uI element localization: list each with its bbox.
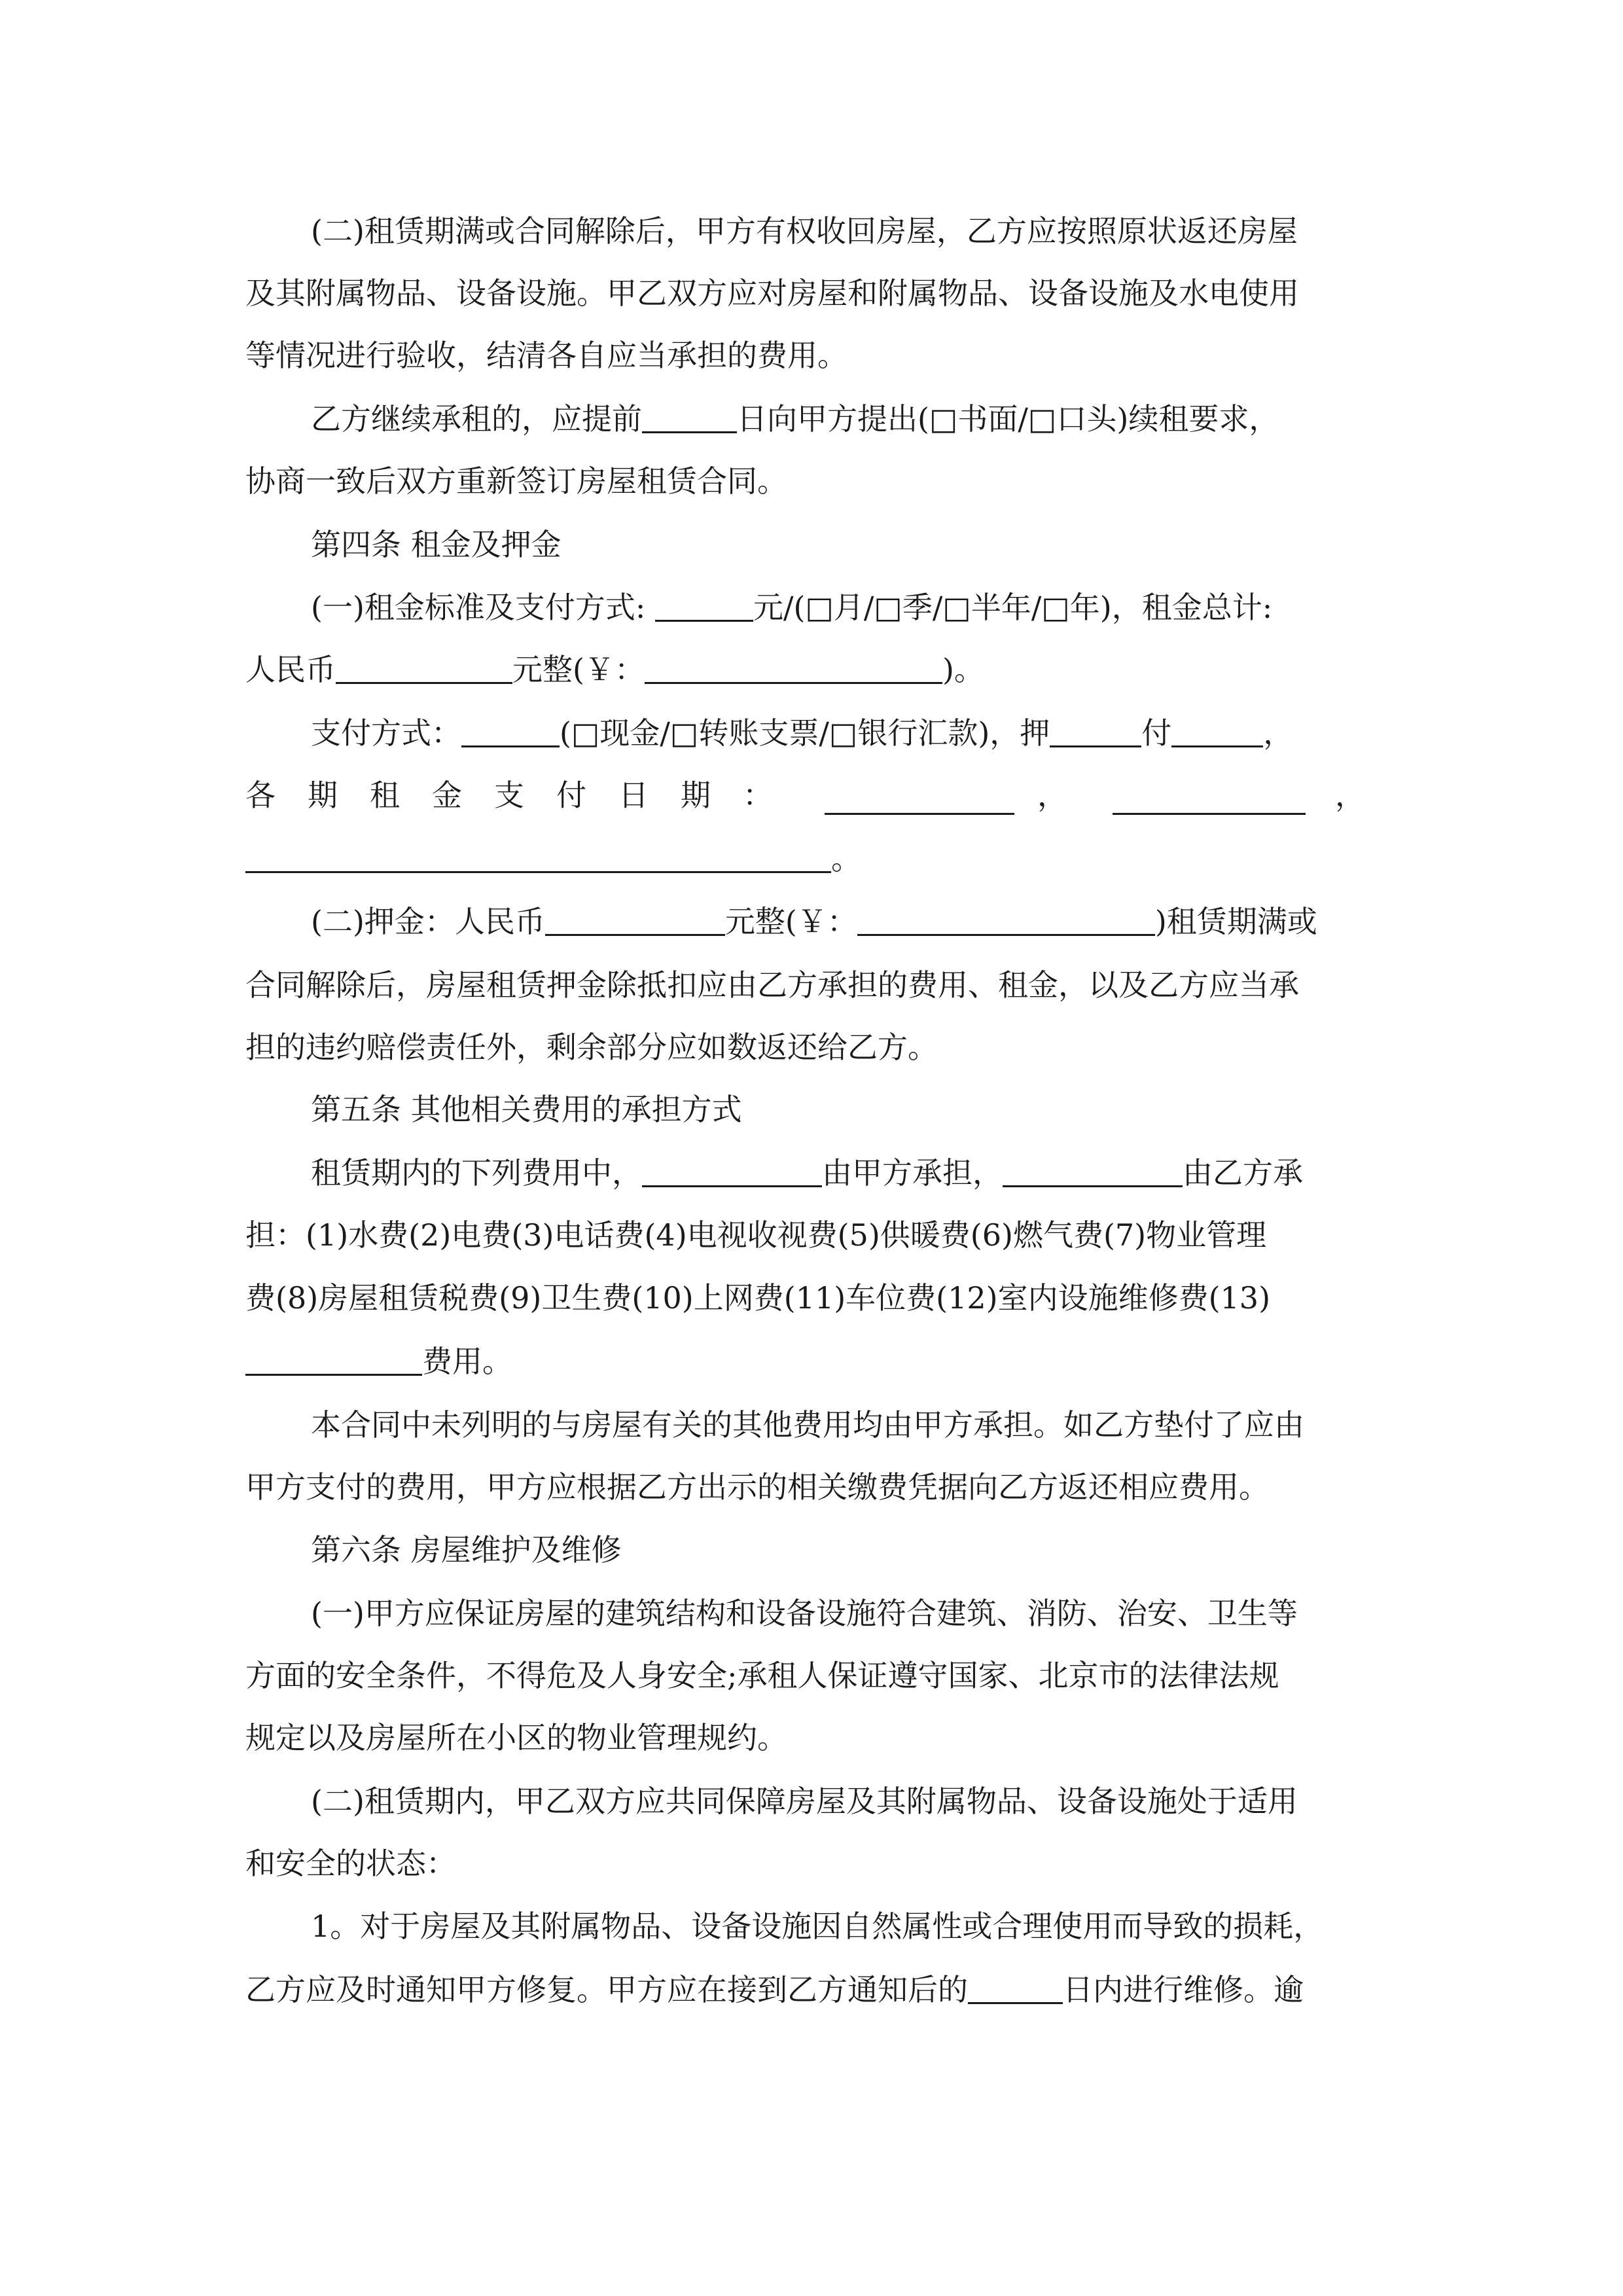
pay-months-blank[interactable] — [1171, 715, 1263, 747]
deposit-line-3: 担的违约赔偿责任外，剩余部分应如数返还给乙方。 — [245, 1030, 938, 1065]
payment-date-blank-3[interactable] — [245, 841, 831, 873]
maintenance-1-line-3: 规定以及房屋所在小区的物业管理规约。 — [245, 1720, 787, 1755]
maintenance-2-line-1: (二)租赁期内，甲乙双方应共同保障房屋及其附属物品、设备设施处于适用 — [311, 1784, 1298, 1819]
fees-text-a: 租赁期内的下列费用中， — [311, 1155, 642, 1191]
payment-method-label: 支付方式： — [311, 715, 461, 751]
date-char: 支 — [494, 778, 524, 813]
date-char: 期 — [681, 778, 711, 813]
fees-line-3: 费(8)房屋租赁税费(9)卫生费(10)上网费(11)车位费(12)室内设施维修费(13) — [245, 1280, 1271, 1316]
rent-total-figure-blank[interactable] — [645, 652, 942, 684]
date-comma-1: ， — [1037, 778, 1067, 813]
maintenance-2-line-2: 和安全的状态： — [245, 1846, 456, 1881]
pay-label: 付 — [1141, 715, 1172, 751]
date-char: 付 — [556, 778, 586, 813]
fees-line-1 — [311, 1150, 1303, 1196]
deposit-words-blank[interactable] — [545, 904, 725, 936]
rent-period-text: 元/(□月/□季/□半年/□年)，租金总计: — [753, 590, 1273, 625]
article-6-title: 第六条 房屋维护及维修 — [311, 1532, 622, 1568]
payment-date-continued — [245, 836, 861, 882]
deposit-label: (二)押金：人民币 — [311, 904, 545, 939]
return-clause-line-1: (二)租赁期满或合同解除后，甲方有权收回房屋，乙方应按照原状返还房屋 — [311, 213, 1298, 249]
payment-method-line — [311, 710, 1293, 756]
deposit-text-c: )租赁期满或 — [1154, 904, 1317, 939]
other-fees-line-1: 本合同中未列明的与房屋有关的其他费用均由甲方承担。如乙方垫付了应由 — [311, 1407, 1304, 1443]
pay-comma: ， — [1263, 715, 1294, 751]
maintenance-3-line-1: 1。对于房屋及其附属物品、设备设施因自然属性或合理使用而导致的损耗， — [311, 1909, 1324, 1944]
payment-options-text: (□现金/□转账支票/□银行汇款)，押 — [560, 715, 1050, 751]
deposit-line-1 — [311, 899, 1317, 944]
payment-date-blank-1[interactable] — [825, 783, 1014, 815]
maintenance-3-text-b: 日内进行维修。逾 — [1063, 1972, 1304, 2007]
date-char: 日 — [618, 778, 649, 813]
fees-other-blank[interactable] — [245, 1344, 422, 1376]
fees-landlord-blank[interactable] — [642, 1155, 822, 1187]
maintenance-3-line-2 — [245, 1967, 1304, 2013]
date-char: 各 — [245, 778, 276, 813]
article-4-title: 第四条 租金及押金 — [311, 527, 562, 562]
deposit-yuan-text: 元整(￥： — [724, 904, 857, 939]
rent-standard-line — [311, 584, 1272, 630]
deposit-months-blank[interactable] — [1050, 715, 1141, 747]
maintenance-1-line-1: (一)甲方应保证房屋的建筑结构和设备设施符合建筑、消防、治安、卫生等 — [311, 1596, 1298, 1631]
rent-standard-label: (一)租金标准及支付方式: — [311, 590, 646, 625]
date-char: ： — [743, 778, 773, 813]
payment-method-blank[interactable] — [461, 715, 560, 747]
rent-total-close: )。 — [942, 652, 984, 687]
rent-total-line — [245, 647, 984, 692]
maintenance-3-text-a: 乙方应及时通知甲方修复。甲方应在接到乙方通知后的 — [245, 1972, 968, 2007]
maintenance-1-line-2: 方面的安全条件，不得危及人身安全;承租人保证遵守国家、北京市的法律法规 — [245, 1658, 1279, 1693]
fees-text-b: 由甲方承担， — [822, 1155, 1003, 1191]
date-char: 租 — [370, 778, 400, 813]
date-char: 金 — [432, 778, 462, 813]
rent-total-yuan-text: 元整(￥： — [512, 652, 645, 687]
fees-line-2: 担：(1)水费(2)电费(3)电话费(4)电视收视费(5)供暖费(6)燃气费(7)物业管理 — [245, 1217, 1267, 1253]
rent-total-words-blank[interactable] — [336, 652, 512, 684]
deposit-line-2: 合同解除后，房屋租赁押金除抵扣应由乙方承担的费用、租金，以及乙方应当承 — [245, 967, 1299, 1003]
fees-tenant-blank[interactable] — [1003, 1155, 1183, 1187]
date-char: 期 — [308, 778, 338, 813]
fees-line-4 — [245, 1338, 512, 1384]
payment-date-end: 。 — [831, 841, 861, 876]
date-comma-2: ， — [1335, 778, 1365, 813]
renewal-text-b: 日向甲方提出(□书面/□口头)续租要求， — [737, 401, 1279, 437]
renewal-days-blank[interactable] — [642, 401, 737, 433]
rent-amount-blank[interactable] — [655, 590, 753, 622]
fees-text-c: 由乙方承 — [1183, 1155, 1303, 1191]
deposit-figure-blank[interactable] — [857, 904, 1155, 936]
renewal-line-2: 协商一致后双方重新签订房屋租赁合同。 — [245, 463, 787, 499]
fees-text-end: 费用。 — [422, 1344, 512, 1379]
payment-date-blank-2[interactable] — [1113, 783, 1306, 815]
rmb-label: 人民币 — [245, 652, 336, 687]
renewal-line-1 — [311, 396, 1279, 442]
renewal-text-a: 乙方继续承租的，应提前 — [311, 401, 642, 437]
return-clause-line-2: 及其附属物品、设备设施。甲乙双方应对房屋和附属物品、设备设施及水电使用 — [245, 276, 1299, 311]
repair-days-blank[interactable] — [968, 1972, 1063, 2004]
return-clause-line-3: 等情况进行验收，结清各自应当承担的费用。 — [245, 338, 847, 373]
article-5-title: 第五条 其他相关费用的承担方式 — [311, 1092, 742, 1127]
other-fees-line-2: 甲方支付的费用，甲方应根据乙方出示的相关缴费凭据向乙方返还相应费用。 — [245, 1469, 1269, 1505]
